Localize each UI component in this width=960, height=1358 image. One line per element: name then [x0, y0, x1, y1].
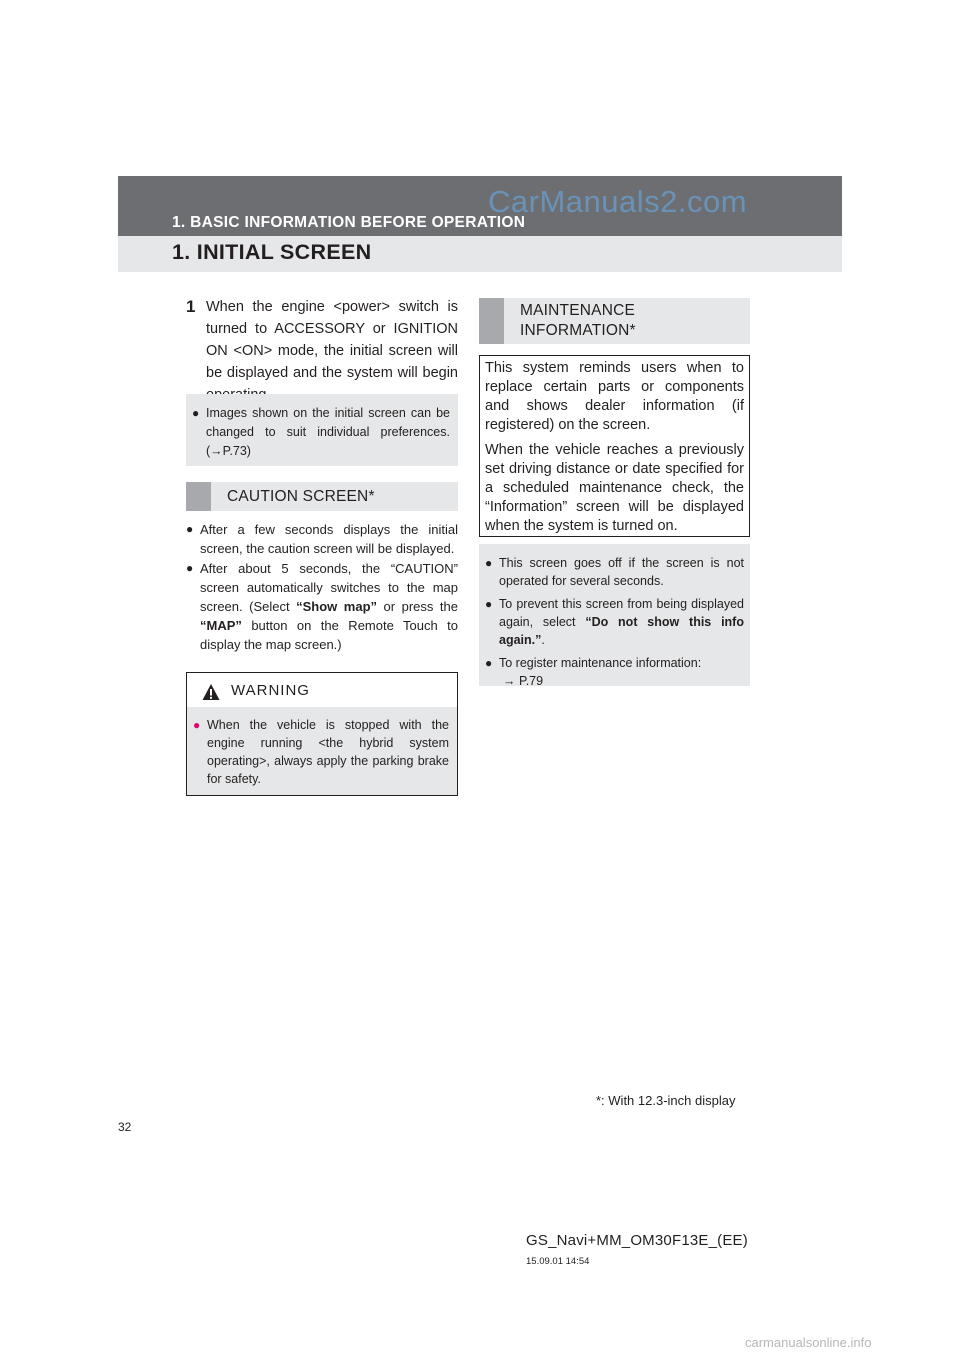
caution-bullets: [186, 520, 458, 655]
map-button-label: “MAP”: [200, 618, 242, 633]
warning-triangle-icon: [202, 683, 220, 701]
heading-text: [520, 301, 636, 341]
page-number: 32: [118, 1120, 132, 1134]
heading-line-1: MAINTENANCE: [520, 302, 636, 319]
warning-bullet: [193, 716, 449, 788]
footnote: *: With 12.3-inch display: [596, 1093, 736, 1108]
warning-text: When the vehicle is stopped with the engine running <the hybrid system operating>, always apply the parking brake for safety.: [207, 718, 449, 786]
do-not-show-label: “Do not show this info again.”: [499, 615, 744, 647]
maintenance-para-1: This system reminds users when to replace certain parts or components and shows dealer information (if registered) on the screen.: [485, 360, 744, 433]
bullet-text: To register maintenance information:: [499, 656, 702, 670]
maintenance-note-3: [485, 654, 744, 690]
maintenance-note-1: [485, 554, 744, 590]
note-images: [186, 394, 458, 466]
page-reference: → P.79: [503, 674, 544, 688]
note-text: Images shown on the initial screen can be changed to suit individual preferences. (→P.73): [206, 406, 450, 458]
maintenance-heading: [479, 298, 750, 344]
show-map-label: “Show map”: [296, 599, 378, 614]
bullet-text: To prevent this screen from being displayed again, select: [499, 597, 744, 629]
maintenance-notes: [479, 544, 750, 686]
heading-text: CAUTION SCREEN*: [227, 488, 375, 505]
bullet-text: This screen goes off if the screen is not operated for several seconds.: [499, 556, 744, 588]
bullet-text: .: [541, 633, 545, 647]
page-title: 1. INITIAL SCREEN: [172, 240, 372, 264]
step-1: [186, 296, 458, 406]
bullet-icon: ●: [485, 656, 493, 670]
heading-bar: [186, 482, 211, 511]
step-text: When the engine <power> switch is turned to ACCESSORY or IGNITION ON <ON> mode, the initial screen will be displayed and the system will begin: [206, 299, 458, 381]
bullet-icon: ●: [193, 718, 201, 732]
bullet-text: button on the Remote Touch to display the map screen.): [200, 618, 458, 652]
maintenance-para-2: When the vehicle reaches a previously set driving distance or date specified for a scheduled maintenance check, the “Information” screen will be displayed when the system is turned on.: [485, 442, 744, 534]
heading-line-2: INFORMATION*: [520, 322, 636, 339]
caution-bullet-2: [186, 559, 458, 654]
document-code: GS_Navi+MM_OM30F13E_(EE): [526, 1232, 748, 1249]
bullet-text: After a few seconds displays the initial screen, the caution screen will be displayed.: [200, 522, 458, 556]
caution-bullet-1: [186, 520, 458, 558]
warning-box: [186, 672, 458, 796]
step-number: 1: [186, 297, 196, 316]
warning-title: WARNING: [231, 682, 310, 699]
maintenance-note-2: [485, 595, 744, 649]
bullet-text: After about 5 seconds, the “CAUTION” screen automatically switches to the map screen. (Select: [200, 561, 458, 614]
bullet-icon: ●: [192, 406, 200, 420]
bullet-icon: ●: [485, 556, 493, 570]
heading-bar: [479, 298, 504, 344]
document-date: 15.09.01 14:54: [526, 1256, 590, 1267]
bullet-text: or press the: [377, 599, 458, 614]
site-watermark: carmanualsonline.info: [745, 1335, 872, 1350]
note-bullet: [192, 404, 450, 461]
warning-body: [187, 707, 457, 795]
warning-header: [187, 673, 457, 707]
chapter-title: 1. BASIC INFORMATION BEFORE OPERATION: [172, 214, 526, 231]
maintenance-description: [479, 355, 750, 537]
bullet-icon: ●: [186, 522, 194, 536]
caution-screen-heading: [186, 482, 458, 511]
bullet-icon: ●: [186, 561, 194, 575]
watermark: CarManuals2.com: [488, 184, 748, 219]
bullet-icon: ●: [485, 597, 493, 611]
